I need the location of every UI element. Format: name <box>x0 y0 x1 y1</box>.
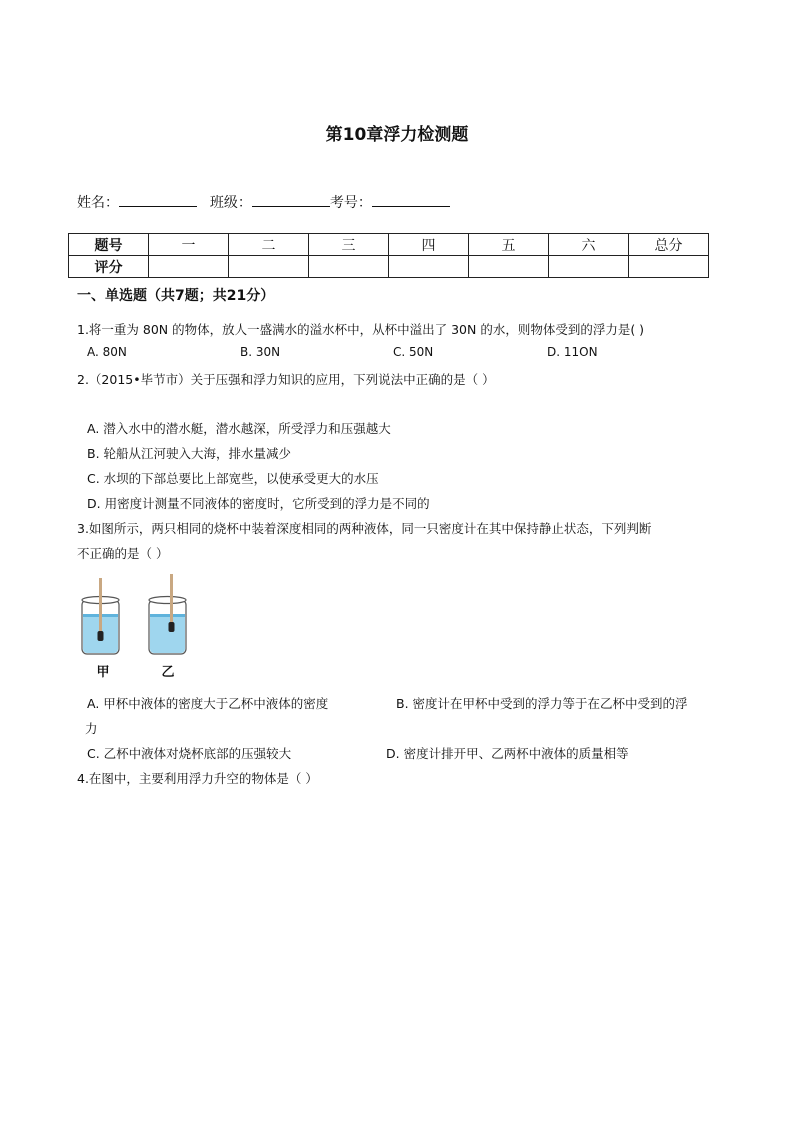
score-table-cell: 题号 <box>69 234 149 256</box>
score-table-cell: 评分 <box>69 256 149 278</box>
q1-option-c[interactable]: C. 50N <box>393 345 434 359</box>
score-table-cell: 一 <box>149 234 229 256</box>
q3-option-d[interactable]: D. 密度计排开甲、乙两杯中液体的质量相等 <box>386 746 629 761</box>
q2-option-d[interactable]: D. 用密度计测量不同液体的密度时，它所受到的浮力是不同的 <box>87 496 430 511</box>
q1-option-a[interactable]: A. 80N <box>87 345 127 359</box>
score-entry-cell[interactable] <box>309 256 389 278</box>
score-table-score-row <box>69 256 709 278</box>
question-4-stem: 4.在图中，主要利用浮力升空的物体是（ ） <box>77 771 318 786</box>
id-blank[interactable] <box>372 192 450 207</box>
score-entry-cell[interactable] <box>549 256 629 278</box>
score-table-cell: 六 <box>549 234 629 256</box>
score-entry-cell[interactable] <box>629 256 709 278</box>
question-3-stem-line-2: 不正确的是（ ） <box>77 546 169 561</box>
score-entry-cell[interactable] <box>229 256 309 278</box>
student-info-line <box>77 192 450 212</box>
q1-option-b[interactable]: B. 30N <box>240 345 281 359</box>
score-table-cell: 三 <box>309 234 389 256</box>
class-label: 班级： <box>209 195 252 211</box>
score-table <box>68 233 709 278</box>
id-label: 考号： <box>329 195 372 211</box>
q3-option-b-continued: 力 <box>85 721 98 736</box>
score-table-cell: 总分 <box>629 234 709 256</box>
score-table-cell: 二 <box>229 234 309 256</box>
class-blank[interactable] <box>252 192 330 207</box>
score-entry-cell[interactable] <box>149 256 229 278</box>
q2-option-b[interactable]: B. 轮船从江河驶入大海，排水量减少 <box>87 446 292 461</box>
question-2-stem: 2.（2015•毕节市）关于压强和浮力知识的应用，下列说法中正确的是（ ） <box>77 372 495 387</box>
q2-option-a[interactable]: A. 潜入水中的潜水艇，潜水越深，所受浮力和压强越大 <box>87 421 391 436</box>
q3-option-a[interactable]: A. 甲杯中液体的密度大于乙杯中液体的密度 <box>87 696 329 711</box>
score-table-cell: 四 <box>389 234 469 256</box>
score-entry-cell[interactable] <box>469 256 549 278</box>
hydrometer-beakers-figure <box>77 574 191 680</box>
beaker-jia <box>82 578 119 654</box>
name-blank[interactable] <box>119 192 197 207</box>
beaker-yi-label: 乙 <box>161 665 175 680</box>
score-table-header-row <box>69 234 709 256</box>
beaker-yi <box>149 574 186 654</box>
q2-option-c[interactable]: C. 水坝的下部总要比上部宽些，以使承受更大的水压 <box>87 471 379 486</box>
section-heading: 一、单选题（共7题；共21分） <box>77 288 275 304</box>
beaker-jia-label: 甲 <box>96 665 110 680</box>
q1-option-d[interactable]: D. 11ON <box>547 345 598 359</box>
score-table-cell: 五 <box>469 234 549 256</box>
question-3-stem-line-1: 3.如图所示，两只相同的烧杯中装着深度相同的两种液体，同一只密度计在其中保持静止状态，下列判断 <box>77 521 652 536</box>
q3-option-c[interactable]: C. 乙杯中液体对烧杯底部的压强较大 <box>87 746 292 761</box>
score-entry-cell[interactable] <box>389 256 469 278</box>
question-1-stem: 1.将一重为 80N 的物体，放人一盛满水的溢水杯中，从杯中溢出了 30N 的水，则物体受到的浮力是( ) <box>77 322 645 337</box>
page-title: 第10章浮力检测题 <box>325 125 469 145</box>
name-label: 姓名： <box>77 195 119 211</box>
q3-option-b[interactable]: B. 密度计在甲杯中受到的浮力等于在乙杯中受到的浮 <box>396 696 688 711</box>
